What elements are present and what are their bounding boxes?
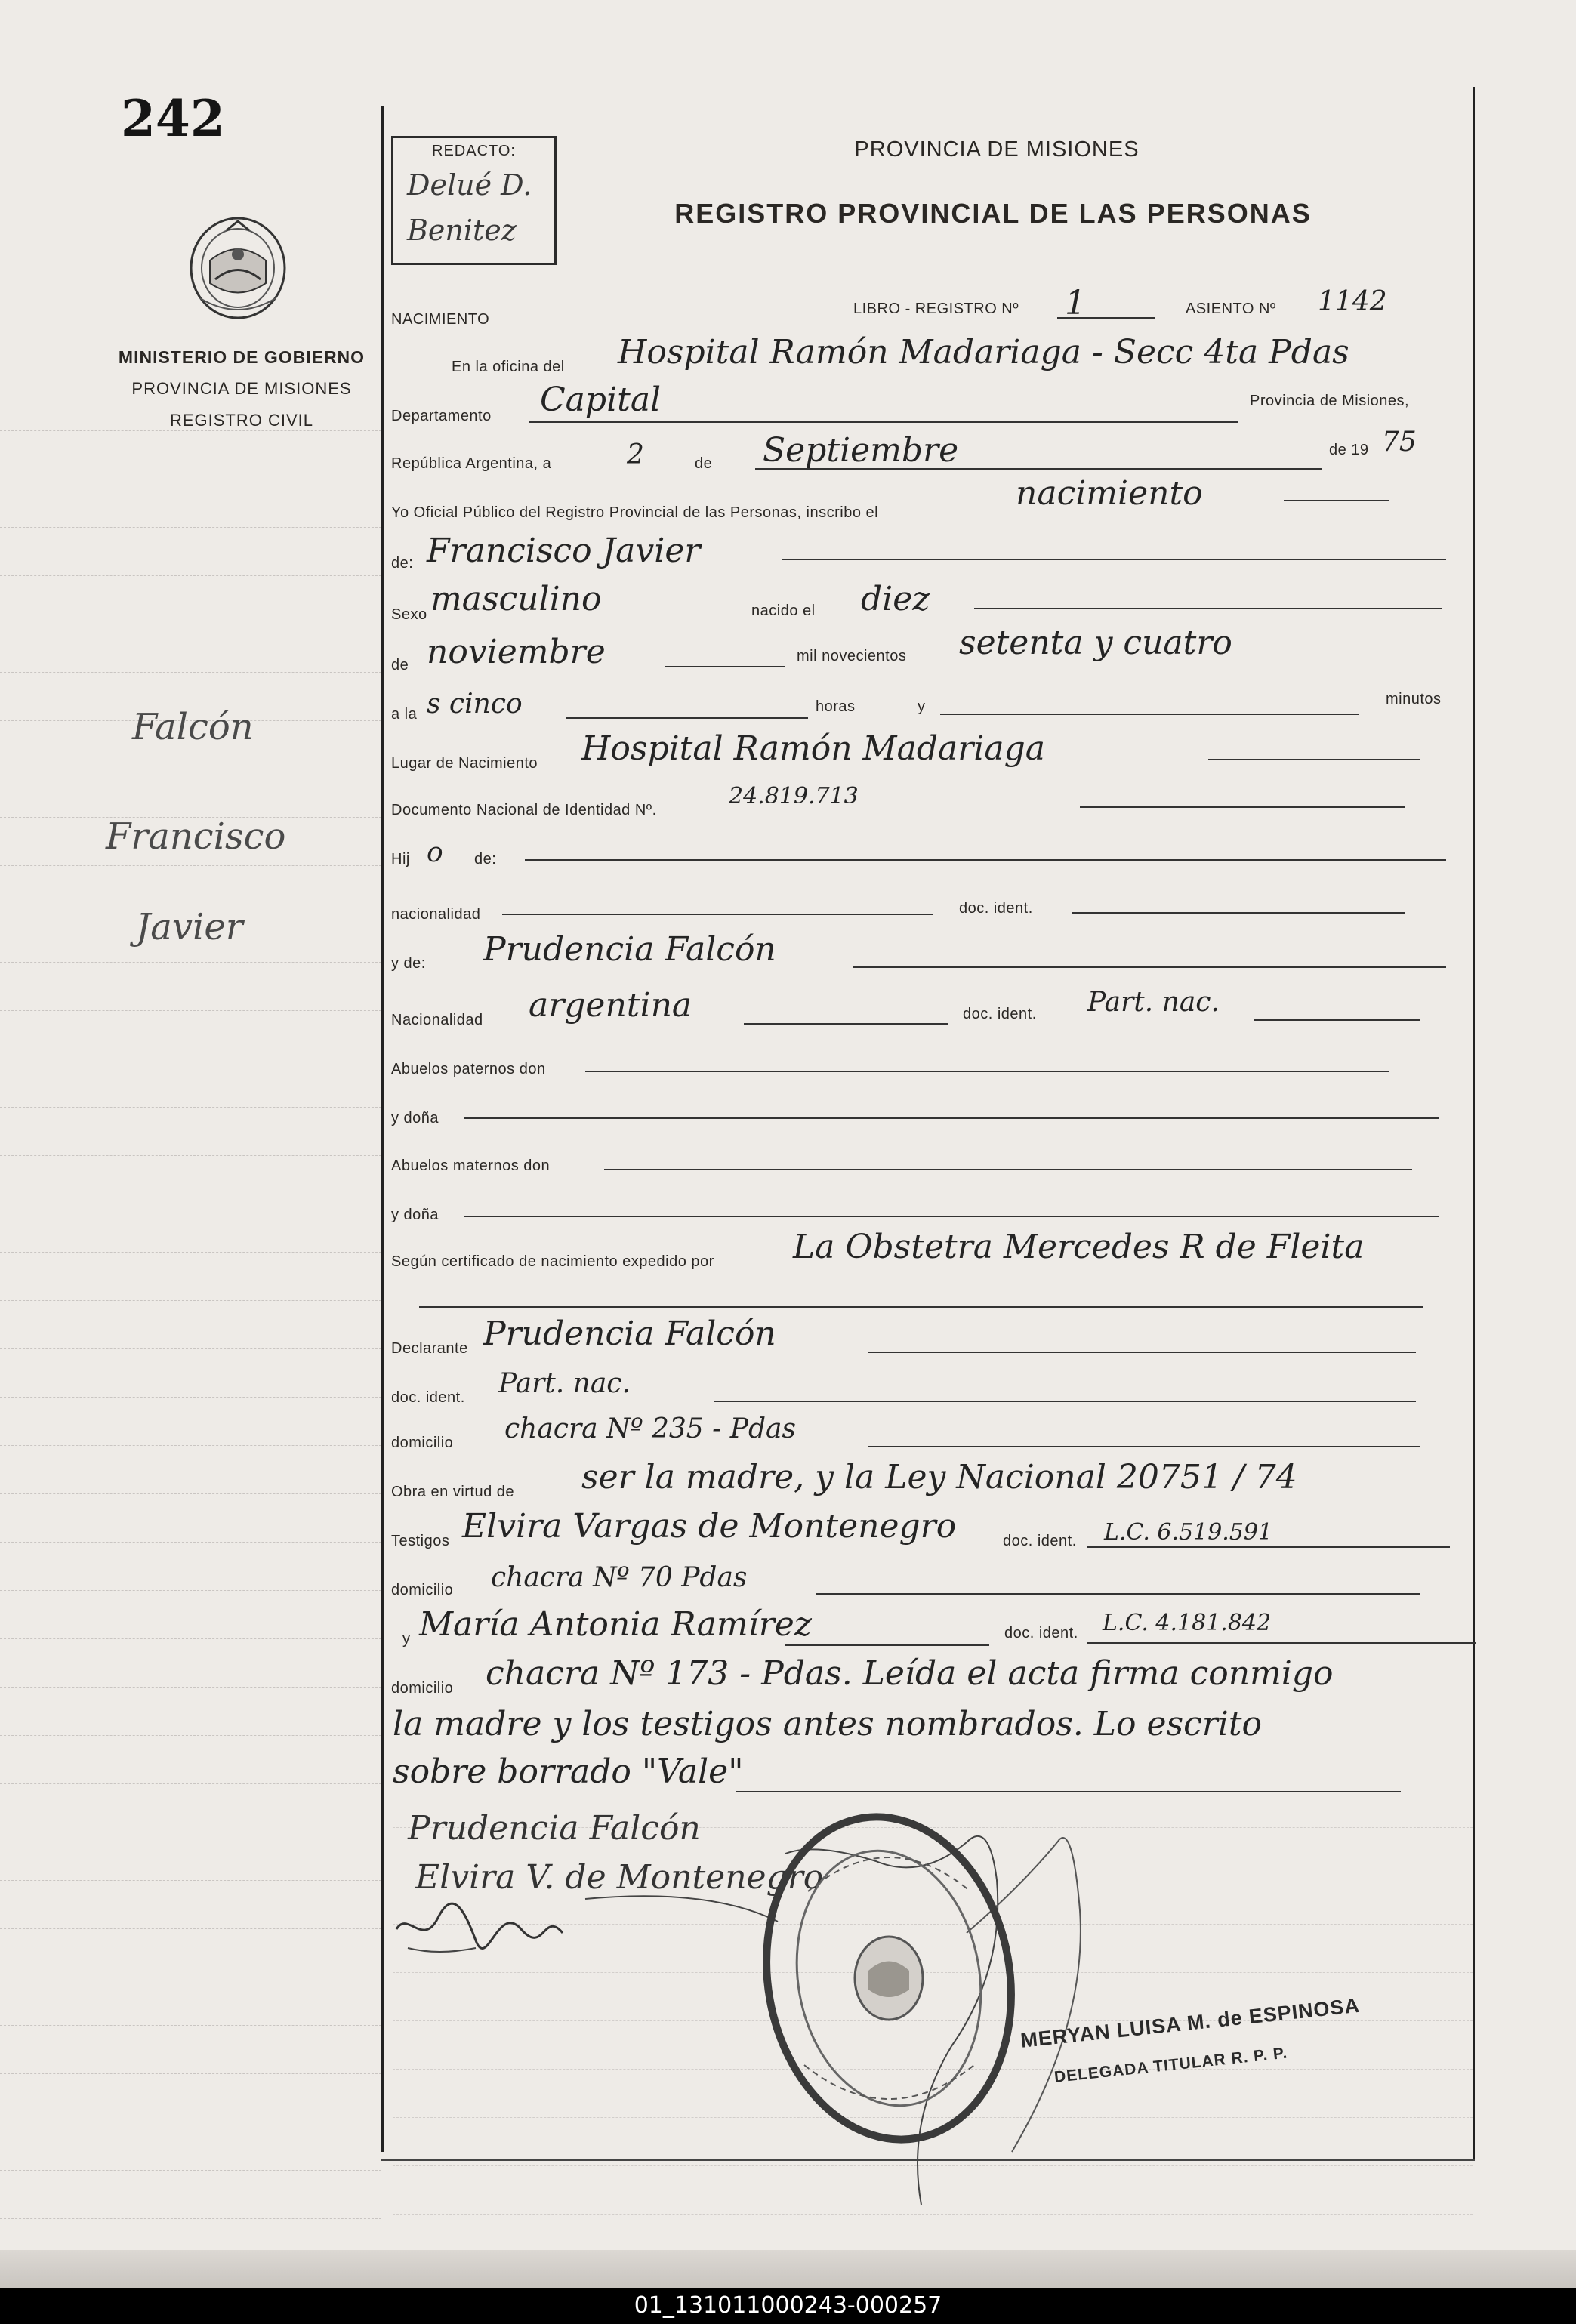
segun-rule — [419, 1306, 1423, 1308]
yde-label: y de: — [391, 955, 426, 972]
nacido-rule — [974, 608, 1442, 609]
declarante-doc-label: doc. ident. — [391, 1389, 465, 1406]
margin-ledger-line — [0, 1928, 381, 1929]
abuelos-pat-rule — [585, 1071, 1389, 1072]
margin-ledger-line — [0, 1107, 381, 1108]
declarante-doc-value: Part. nac. — [498, 1368, 631, 1399]
redacto-hand-2: Benitez — [407, 214, 517, 247]
margin-ledger-line — [0, 1397, 381, 1398]
ministry-line-2: PROVINCIA DE MISIONES — [131, 379, 352, 398]
margin-ledger-line — [0, 1590, 381, 1591]
year-label: de 19 — [1329, 442, 1369, 458]
dni-label: Documento Nacional de Identidad Nº. — [391, 802, 657, 818]
hijo-de-label: de: — [474, 851, 497, 868]
minutos-rule — [940, 714, 1359, 715]
margin-ledger-line — [0, 2025, 381, 2026]
child-name-rule — [782, 559, 1446, 560]
margin-ledger-line — [0, 1010, 381, 1011]
testigo1-dom-label: domicilio — [391, 1582, 454, 1598]
page-bottom-edge — [0, 2250, 1576, 2288]
ministry-line-1: MINISTERIO DE GOBIERNO — [118, 347, 365, 367]
form-frame-left — [381, 106, 384, 2152]
testigo1-dom-rule — [816, 1593, 1420, 1595]
testigo1-dom-value: chacra Nº 70 Pdas — [491, 1562, 748, 1593]
obra-value: ser la madre, y la Ley Nacional 20751 / 74 — [581, 1458, 1297, 1496]
obra-label: Obra en virtud de — [391, 1484, 515, 1500]
image-code-bar — [0, 2288, 1576, 2324]
registry-heading: REGISTRO PROVINCIAL DE LAS PERSONAS — [674, 198, 1312, 229]
abuelos-mat-label: Abuelos maternos don — [391, 1157, 551, 1174]
testigo1-value: Elvira Vargas de Montenegro — [462, 1507, 957, 1546]
republica-label: República Argentina, a — [391, 455, 552, 472]
month-rule — [755, 468, 1322, 470]
ydona-mat-rule — [464, 1216, 1439, 1217]
oficina-value: Hospital Ramón Madariaga - Secc 4ta Pdas — [618, 333, 1349, 371]
segun-value: La Obstetra Mercedes R de Fleita — [793, 1228, 1365, 1266]
declarante-label: Declarante — [391, 1340, 468, 1357]
image-code: 01_131011000243-000257 — [634, 2292, 942, 2319]
padre-rule — [525, 859, 1446, 861]
mil-label: mil novecientos — [797, 648, 907, 664]
nac1-label: nacionalidad — [391, 906, 481, 923]
segun-label: Según certificado de nacimiento expedido por — [391, 1253, 714, 1270]
margin-ledger-line — [0, 1783, 381, 1784]
nacido-value: diez — [861, 580, 930, 618]
minutos-label: minutos — [1386, 691, 1442, 707]
margin-ledger-line — [0, 527, 381, 528]
testigo2-rule — [785, 1644, 989, 1646]
de2-label: de: — [391, 555, 414, 572]
hijo-value: o — [427, 837, 443, 868]
margin-ledger-line — [0, 2218, 381, 2219]
lugar-rule — [1208, 759, 1420, 760]
testigo2-doc-label: doc. ident. — [1004, 1625, 1078, 1641]
madre-rule — [853, 966, 1446, 968]
redacto-box — [391, 136, 557, 265]
y-label: y — [918, 698, 926, 715]
de3-label: de — [391, 657, 409, 673]
departamento-label: Departamento — [391, 408, 492, 424]
closing-line-2: sobre borrado "Vale" — [393, 1752, 744, 1791]
departamento-value: Capital — [540, 381, 662, 419]
hijo-label: Hij — [391, 851, 410, 868]
testigo1-doc-label: doc. ident. — [1003, 1533, 1077, 1549]
birth-month-rule — [665, 666, 785, 667]
sexo-label: Sexo — [391, 606, 427, 623]
child-name-value: Francisco Javier — [427, 532, 701, 570]
margin-middle-name: Javier — [136, 906, 243, 948]
day-value: 2 — [627, 439, 644, 470]
margin-surname: Falcón — [132, 706, 254, 748]
testigo1-doc-value: L.C. 6.519.591 — [1104, 1519, 1273, 1546]
doc2-label: doc. ident. — [963, 1006, 1037, 1022]
margin-ledger-line — [0, 1445, 381, 1446]
yo-value: nacimiento — [1016, 474, 1203, 513]
registry-stamp-icon — [763, 1808, 1016, 2148]
birth-month-value: noviembre — [427, 633, 606, 671]
declarante-rule — [868, 1352, 1416, 1353]
margin-ledger-line — [0, 1300, 381, 1301]
ministry-block — [98, 341, 385, 436]
margin-ledger-line — [0, 865, 381, 866]
dni-rule — [1080, 806, 1405, 808]
dni-value: 24.819.713 — [729, 783, 859, 809]
declarante-doc-rule — [714, 1401, 1416, 1402]
y2-label: y — [402, 1631, 411, 1647]
doc1-label: doc. ident. — [959, 900, 1033, 917]
margin-ledger-line — [0, 1542, 381, 1543]
nacimiento-label: NACIMIENTO — [391, 311, 490, 328]
doc2-value: Part. nac. — [1087, 987, 1220, 1018]
birth-year-value: setenta y cuatro — [959, 624, 1232, 662]
testigo1-doc-rule — [1087, 1546, 1450, 1548]
abuelos-pat-label: Abuelos paternos don — [391, 1061, 546, 1077]
margin-ledger-line — [0, 1880, 381, 1881]
domicilio-label: domicilio — [391, 1435, 454, 1451]
nac2-value: argentina — [529, 986, 692, 1025]
testigo2-doc-rule — [1087, 1642, 1476, 1644]
testigo2-dom-label: domicilio — [391, 1680, 454, 1697]
de-label: de — [695, 455, 713, 472]
lugar-label: Lugar de Nacimiento — [391, 755, 538, 772]
nac1-rule — [502, 914, 933, 915]
closing-line-1: la madre y los testigos antes nombrados. Lo escrito — [393, 1705, 1263, 1743]
libro-rule — [1057, 317, 1155, 319]
provincial-seal-icon — [181, 208, 295, 328]
domicilio-rule — [868, 1446, 1420, 1447]
asiento-label: ASIENTO Nº — [1186, 301, 1276, 317]
signature-mother: Prudencia Falcón — [408, 1809, 701, 1848]
hora-rule — [566, 717, 808, 719]
ydona-pat-label: y doña — [391, 1110, 439, 1127]
margin-ledger-line — [0, 1687, 381, 1688]
nac2-label: Nacionalidad — [391, 1012, 483, 1028]
libro-label: LIBRO - REGISTRO Nº — [853, 301, 1019, 317]
testigo2-dom-value: chacra Nº 173 - Pdas. Leída el acta firma conmigo — [486, 1654, 1334, 1693]
doc2-rule — [1254, 1019, 1420, 1021]
form-ledger-line — [393, 2214, 1473, 2215]
yo-label: Yo Oficial Público del Registro Provincial de las Personas, inscribo el — [391, 504, 879, 521]
ydona-mat-label: y doña — [391, 1207, 439, 1223]
margin-first-name: Francisco — [106, 815, 286, 858]
domicilio-value: chacra Nº 235 - Pdas — [504, 1413, 796, 1444]
margin-ledger-line — [0, 1155, 381, 1156]
ala-label: a la — [391, 706, 418, 723]
asiento-value: 1142 — [1318, 286, 1387, 317]
margin-ledger-line — [0, 1348, 381, 1349]
margin-ledger-line — [0, 2073, 381, 2074]
official-title-stamp: DELEGADA TITULAR R. P. P. — [1053, 2044, 1289, 2086]
signature-witness-1: Elvira V. de Montenegro — [415, 1858, 824, 1897]
margin-ledger-line — [0, 1252, 381, 1253]
margin-ledger-line — [0, 1493, 381, 1494]
province-heading: PROVINCIA DE MISIONES — [854, 137, 1140, 162]
margin-ledger-line — [0, 1638, 381, 1639]
nacido-label: nacido el — [751, 603, 816, 619]
redacto-label: REDACTO: — [432, 143, 516, 159]
testigo2-value: María Antonia Ramírez — [419, 1605, 812, 1644]
provincia-label: Provincia de Misiones, — [1250, 393, 1410, 409]
lugar-value: Hospital Ramón Madariaga — [581, 729, 1045, 768]
margin-ledger-line — [0, 962, 381, 963]
horas-label: horas — [816, 698, 856, 715]
hora-value: s cinco — [427, 689, 523, 720]
year-value: 75 — [1382, 427, 1417, 458]
oficina-label: En la oficina del — [452, 359, 565, 375]
sexo-value: masculino — [430, 580, 602, 618]
madre-value: Prudencia Falcón — [483, 930, 776, 969]
ministry-line-3: REGISTRO CIVIL — [169, 411, 314, 430]
yo-rule — [1284, 500, 1389, 501]
declarante-value: Prudencia Falcón — [483, 1315, 776, 1353]
doc1-rule — [1072, 912, 1405, 914]
abuelos-mat-rule — [604, 1169, 1412, 1170]
folio-number: 242 — [121, 89, 225, 148]
margin-ledger-line — [0, 672, 381, 673]
margin-ledger-line — [0, 1735, 381, 1736]
testigo2-doc-value: L.C. 4.181.842 — [1103, 1610, 1272, 1636]
official-name-stamp: MERYAN LUISA M. de ESPINOSA — [1019, 1993, 1362, 2052]
testigos-label: Testigos — [391, 1533, 450, 1549]
nac2-rule — [744, 1023, 948, 1025]
margin-ledger-line — [0, 575, 381, 576]
month-value: Septiembre — [763, 431, 959, 470]
redacto-hand-1: Delué D. — [407, 168, 532, 202]
ydona-pat-rule — [464, 1117, 1439, 1119]
departamento-rule — [529, 421, 1238, 423]
margin-ledger-line — [0, 2170, 381, 2171]
libro-value: 1 — [1065, 284, 1086, 322]
closing-rule — [736, 1791, 1401, 1792]
